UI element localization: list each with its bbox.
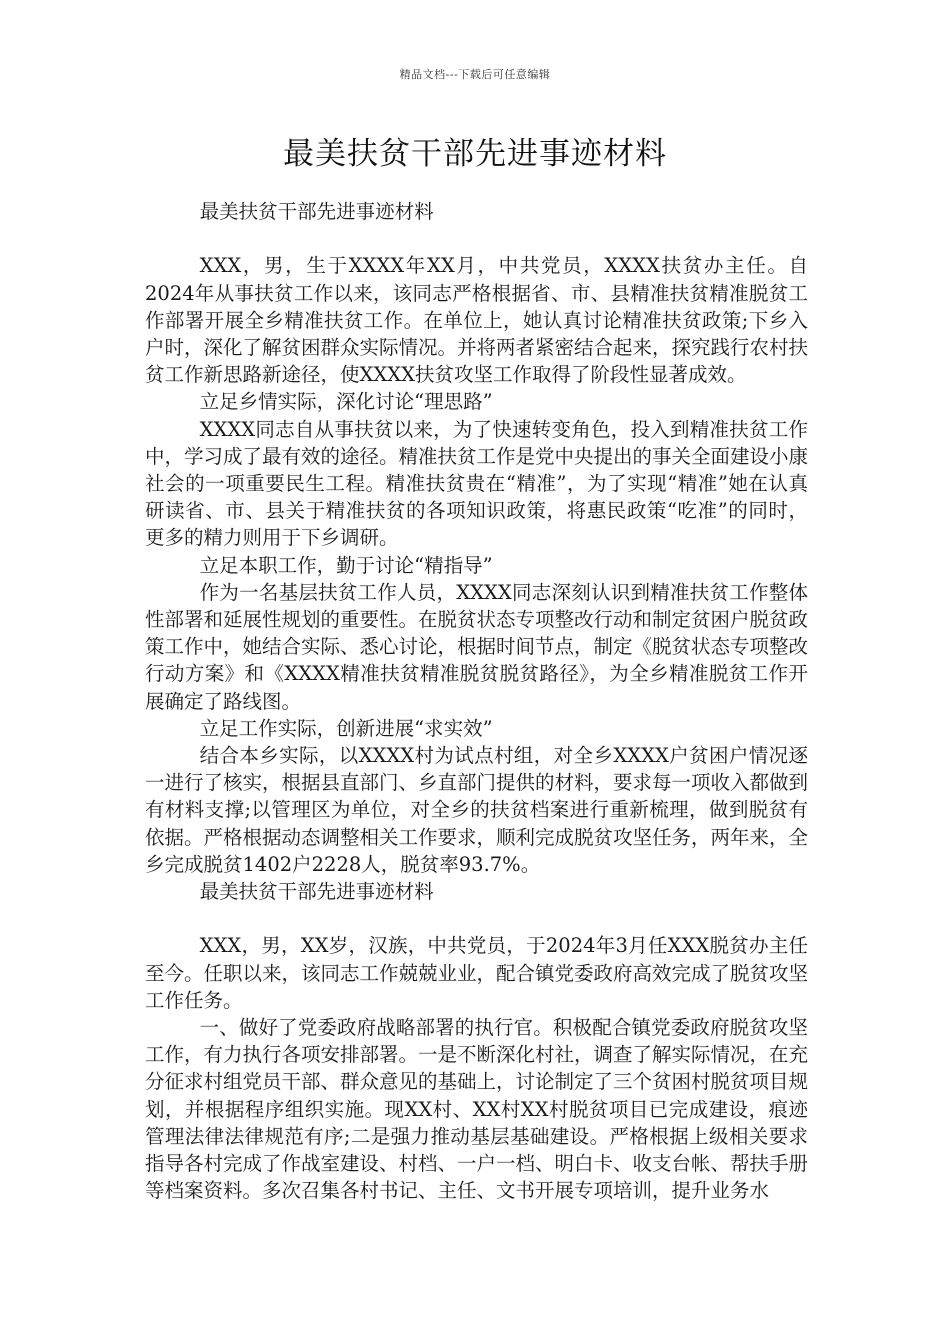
document-body xyxy=(145,198,808,1204)
section-heading: 立足乡情实际，深化讨论“理思路” xyxy=(199,390,493,414)
section-subtitle: 最美扶贫干部先进事迹材料 xyxy=(199,880,434,904)
section-heading: 立足本职工作，勤于讨论“精指导” xyxy=(199,553,493,577)
body-paragraph: 一、做好了党委政府战略部署的执行官。积极配合镇党委政府脱贫攻坚工作，有力执行各项安排部署。一是不断深化村社，调查了解实际情况，在充分征求村组党员干部、群众意见的基础上，讨论制定了三个贫困村脱贫项目规划，并根据程序组织实施。现XX村、XX村XX村脱贫项目已完成建设，痕迹管理法律法律规范有序;二是强力推动基层基础建设。严格根据上级相关要求指导各村完成了作战室建设、村档、一户一档、明白卡、收支台帐、帮扶手册等档案资料。多次召集各村书记、主任、文书开展专项培训，提升业务水 xyxy=(145,1016,809,1203)
body-paragraph: XXX，男，生于XXXX年XX月，中共党员，XXXX扶贫办主任。自2024年从事扶贫工作以来，该同志严格根据省、市、县精准扶贫精准脱贫工作部署开展全乡精准扶贫工作。在单位上，她认真讨论精准扶贫政策;下乡入户时，深化了解贫困群众实际情况。并将两者紧密结合起来，探究践行农村扶贫工作新思路新途径，使XXXX扶贫攻坚工作取得了阶段性显著成效。 xyxy=(145,254,809,387)
body-paragraph: 作为一名基层扶贫工作人员，XXXX同志深刻认识到精准扶贫工作整体性部署和延展性规划的重要性。在脱贫状态专项整改行动和制定贫困户脱贫政策工作中，她结合实际、悉心讨论，根据时间节点，制定《脱贫状态专项整改行动方案》和《XXXX精准扶贫精准脱贫脱贫路径》，为全乡精准脱贫工作开展确定了路线图。 xyxy=(145,580,809,713)
section-heading: 立足工作实际，创新进展“求实效” xyxy=(199,716,493,740)
body-paragraph: 结合本乡实际，以XXXX村为试点村组，对全乡XXXX户贫困户情况逐一进行了核实，根据县直部门、乡直部门提供的材料，要求每一项收入都做到有材料支撑;以管理区为单位，对全乡的扶贫档案进行重新梳理，做到脱贫有依据。严格根据动态调整相关工作要求，顺利完成脱贫攻坚任务，两年来，全乡完成脱贫1402户2228人，脱贫率93.7%。 xyxy=(145,744,809,876)
document-title: 最美扶贫干部先进事迹材料 xyxy=(283,136,667,172)
body-paragraph: XXXX同志自从事扶贫以来，为了快速转变角色，投入到精准扶贫工作中，学习成了最有效的途径。精准扶贫工作是党中央提出的事关全面建设小康社会的一项重要民生工程。精准扶贫贵在“精准”，为了实现“精准”她在认真研读省、市、县关于精准扶贫的各项知识政策，将惠民政策“吃准”的同时，更多的精力则用于下乡调研。 xyxy=(145,417,809,550)
header-note: 精品文档---下载后可任意编辑 xyxy=(399,68,551,81)
body-paragraph: XXX，男，XX岁，汉族，中共党员，于2024年3月任XXX脱贫办主任至今。任职以来，该同志工作兢兢业业，配合镇党委政府高效完成了脱贫攻坚工作任务。 xyxy=(145,934,809,1012)
section-subtitle: 最美扶贫干部先进事迹材料 xyxy=(199,200,434,223)
